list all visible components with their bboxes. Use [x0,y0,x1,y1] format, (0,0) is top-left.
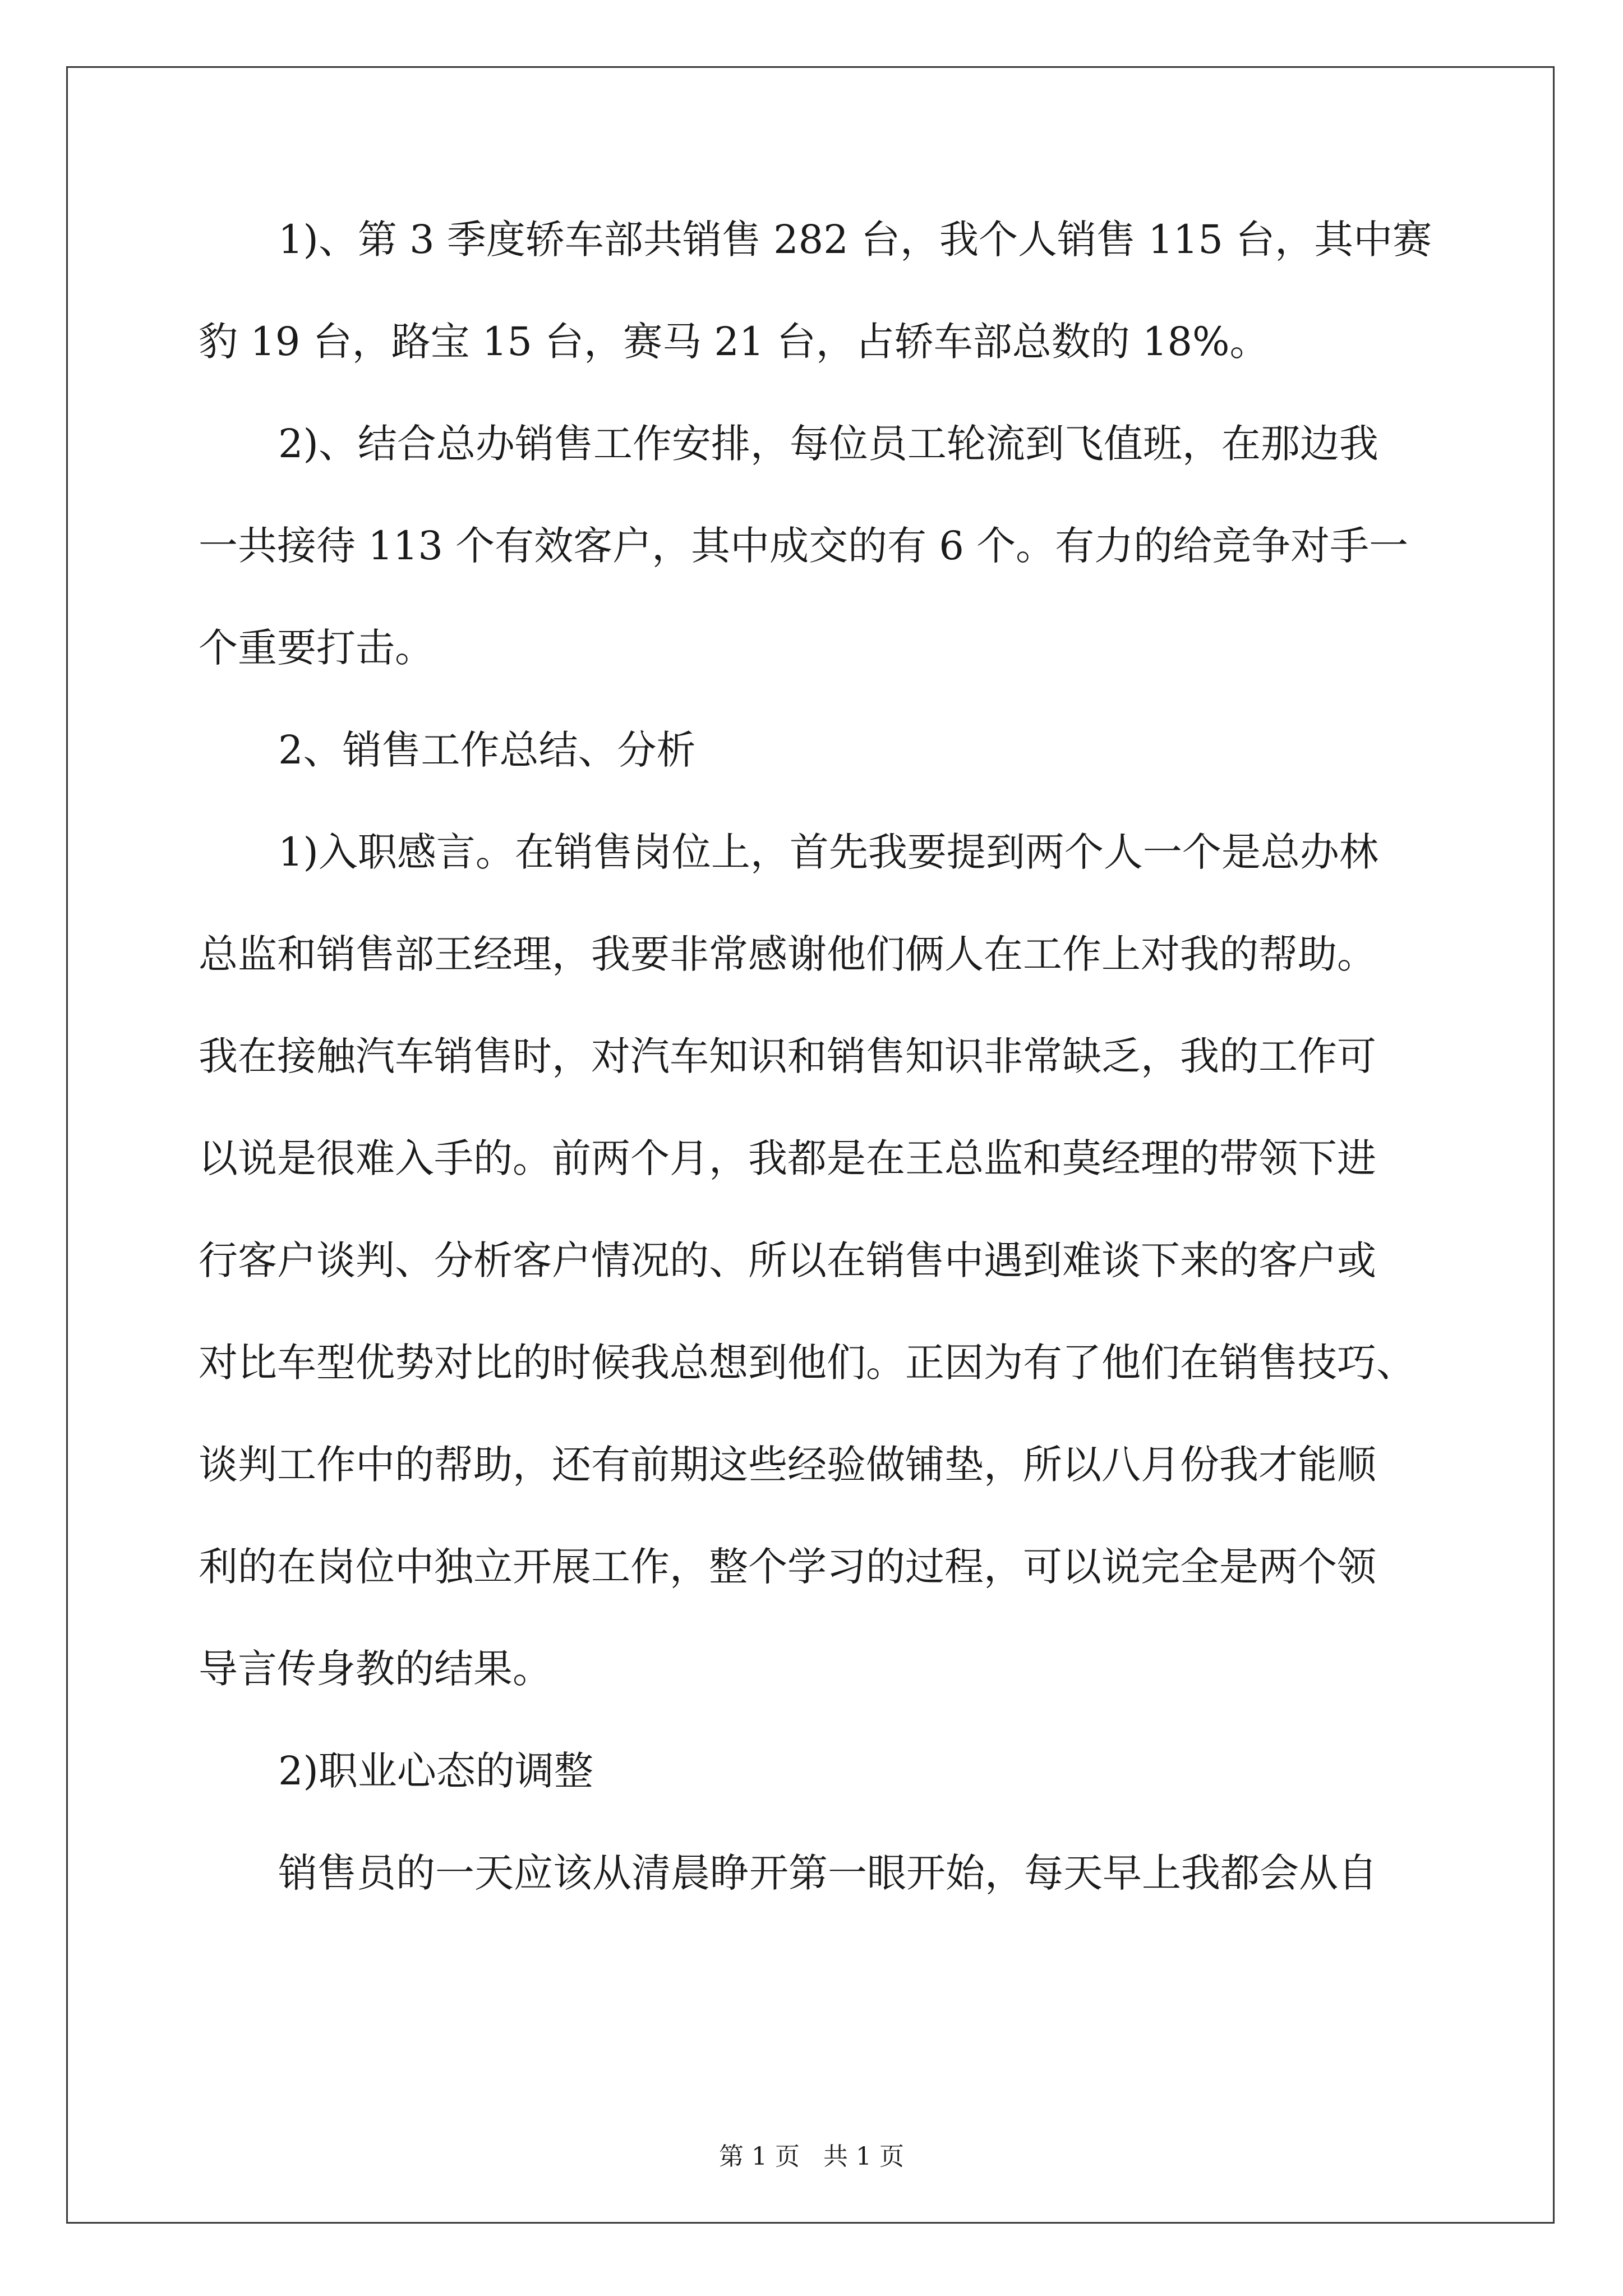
paragraph-line: 导言传身教的结果。 [199,1646,552,1692]
subsection-heading: 2)职业心态的调整 [278,1748,593,1794]
paragraph-line: 一共接待 113 个有效客户，其中成交的有 6 个。有力的给竞争对手一 [199,523,1409,569]
paragraph-line: 行客户谈判、分析客户情况的、所以在销售中遇到难谈下来的客户或 [199,1237,1376,1283]
paragraph-line: 利的在岗位中独立开展工作，整个学习的过程，可以说完全是两个领 [199,1544,1376,1590]
paragraph-line: 2)、结合总办销售工作安排，每位员工轮流到飞值班，在那边我 [278,421,1378,467]
page-footer: 第 1 页 共 1 页 [719,2142,904,2171]
paragraph-line: 豹 19 台，路宝 15 台，赛马 21 台，占轿车部总数的 18%。 [199,319,1269,365]
paragraph-line: 我在接触汽车销售时，对汽车知识和销售知识非常缺乏，我的工作可 [199,1033,1376,1079]
paragraph-line: 总监和销售部王经理，我要非常感谢他们俩人在工作上对我的帮助。 [199,931,1376,977]
paragraph-line: 1)、第 3 季度轿车部共销售 282 台，我个人销售 115 台，其中赛 [278,217,1432,263]
document-body [199,213,1432,1899]
paragraph-line: 谈判工作中的帮助，还有前期这些经验做铺垫，所以八月份我才能顺 [199,1442,1376,1488]
paragraph-line: 销售员的一天应该从清晨睁开第一眼开始，每天早上我都会从自 [278,1850,1377,1896]
paragraph-line: 对比车型优势对比的时候我总想到他们。正因为有了他们在销售技巧、 [199,1340,1415,1386]
paragraph-line: 个重要打击。 [199,625,434,671]
paragraph-line: 1)入职感言。在销售岗位上，首先我要提到两个人一个是总办林 [278,829,1378,875]
paragraph-line: 以说是很难入手的。前两个月，我都是在王总监和莫经理的带领下进 [199,1135,1376,1181]
section-heading: 2、销售工作总结、分析 [278,727,696,773]
